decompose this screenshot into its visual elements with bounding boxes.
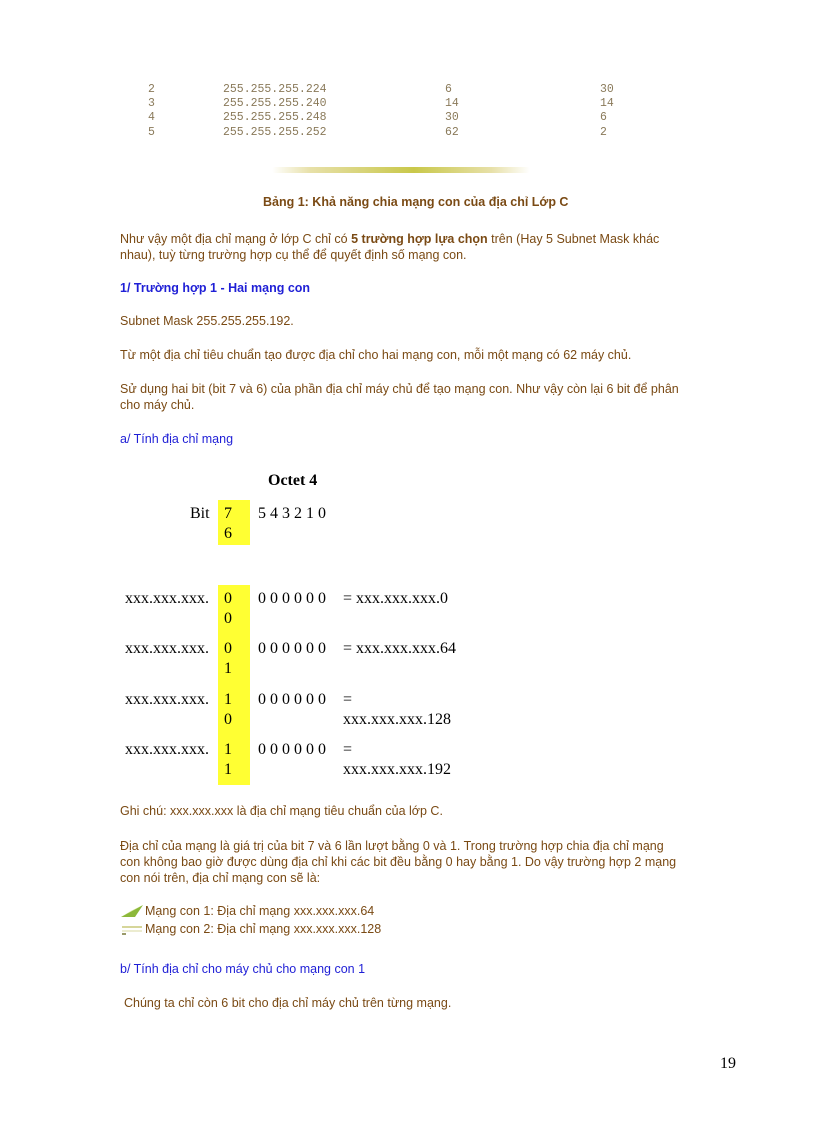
row-result: = xxx.xxx.xxx.64 (343, 640, 457, 657)
paragraph-bits (120, 381, 760, 413)
paragraph-six-bits: Chúng ta chỉ còn 6 bit cho địa chỉ máy chủ trên từng mạng. (124, 996, 452, 1010)
paragraph-bits-line2: cho máy chủ. (120, 398, 195, 412)
subheading-host-address: b/ Tính địa chỉ cho máy chủ cho mạng con 1 (120, 962, 366, 976)
paragraph-intro-pre: Như vậy một địa chỉ mạng ở lớp C chỉ có (120, 232, 352, 246)
row-result-value: xxx.xxx.xxx.192 (343, 761, 451, 778)
table-cell-n: 2 (148, 83, 155, 96)
bit-6: 6 (224, 525, 232, 542)
row-bits (224, 690, 244, 730)
row-prefix: xxx.xxx.xxx. (125, 741, 209, 758)
table-cell-hosts: 2 (600, 126, 607, 139)
bit-6-value: 1 (224, 761, 232, 778)
table-cell-subnets: 14 (445, 97, 459, 110)
paragraph-network-address-line1: Địa chỉ của mạng là giá trị của bit 7 và 6 lần lượt bằng 0 và 1. Trong trường hợp chia địa chỉ mạng (120, 839, 664, 853)
paragraph-network-address-line2: con không bao giờ được dùng địa chỉ khi các bit đều bằng 0 hay bằng 1. Do vậy trường hợp 2 mạng (120, 855, 677, 869)
bit-7-value: 1 (224, 691, 232, 708)
table-cell-mask: 255.255.255.252 (223, 126, 327, 139)
row-prefix: xxx.xxx.xxx. (125, 640, 209, 657)
table-cell-hosts: 30 (600, 83, 614, 96)
row-bits (224, 589, 244, 629)
row-rest: 0 0 0 0 0 0 (258, 640, 326, 657)
row-rest: 0 0 0 0 0 0 (258, 741, 326, 758)
paragraph-intro-bold: 5 trường hợp lựa chọn (351, 232, 488, 246)
bit-7: 7 (224, 505, 232, 522)
row-result (343, 690, 451, 730)
table-cell-mask: 255.255.255.240 (223, 97, 327, 110)
bit-6-value: 1 (224, 660, 232, 677)
table-cell-hosts: 6 (600, 111, 607, 124)
row-bits (224, 639, 244, 679)
row-result-eq: = (343, 691, 353, 708)
bullet-subnet-2: Mạng con 2: Địa chỉ mạng xxx.xxx.xxx.128 (145, 922, 382, 936)
table-cell-subnets: 30 (445, 111, 459, 124)
table-cell-n: 5 (148, 126, 155, 139)
page-number: 19 (720, 1055, 736, 1072)
octet-title: Octet 4 (268, 472, 318, 489)
row-result-value: xxx.xxx.xxx.128 (343, 711, 451, 728)
table-cell-mask: 255.255.255.224 (223, 83, 327, 96)
row-prefix: xxx.xxx.xxx. (125, 590, 209, 607)
row-result-eq: = (343, 741, 353, 758)
paragraph-network-address (120, 838, 770, 886)
row-bits (224, 740, 244, 780)
decorative-divider (272, 167, 530, 173)
paragraph-bits-line1: Sử dụng hai bit (bit 7 và 6) của phần địa chỉ máy chủ để tạo mạng con. Như vậy còn lại 6 bit để phân (120, 382, 679, 396)
row-rest: 0 0 0 0 0 0 (258, 590, 326, 607)
line-bullet-icon (121, 924, 143, 936)
paragraph-intro-post: trên (Hay 5 Subnet Mask khác (487, 232, 660, 246)
table-cell-subnets: 62 (445, 126, 459, 139)
bit-header (224, 504, 244, 544)
bullet-subnet-1: Mạng con 1: Địa chỉ mạng xxx.xxx.xxx.64 (145, 904, 375, 918)
bit-7-value: 0 (224, 590, 232, 607)
subnet-mask-line: Subnet Mask 255.255.255.192. (120, 314, 294, 328)
paragraph-two-subnets: Từ một địa chỉ tiêu chuẩn tạo được địa chỉ cho hai mạng con, mỗi một mạng có 62 máy chủ. (120, 348, 632, 362)
table-cell-mask: 255.255.255.248 (223, 111, 327, 124)
row-prefix: xxx.xxx.xxx. (125, 691, 209, 708)
section-heading-case1: 1/ Trường hợp 1 - Hai mạng con (120, 281, 311, 295)
leaf-bullet-icon (121, 905, 143, 917)
bit-rest: 5 4 3 2 1 0 (258, 505, 326, 522)
table-cell-hosts: 14 (600, 97, 614, 110)
bit-6-value: 0 (224, 610, 232, 627)
paragraph-intro (120, 231, 760, 263)
row-result: = xxx.xxx.xxx.0 (343, 590, 449, 607)
note-paragraph: Ghi chú: xxx.xxx.xxx là địa chỉ mạng tiêu chuẩn của lớp C. (120, 804, 443, 818)
row-result (343, 740, 451, 780)
bit-6-value: 0 (224, 711, 232, 728)
table-caption: Bảng 1: Khả năng chia mạng con của địa chỉ Lớp C (263, 195, 569, 209)
bit-label: Bit (190, 505, 210, 522)
table-cell-subnets: 6 (445, 83, 452, 96)
bit-7-value: 0 (224, 640, 232, 657)
paragraph-network-address-line3: con nói trên, địa chỉ mạng con sẽ là: (120, 871, 321, 885)
table-cell-n: 4 (148, 111, 155, 124)
subheading-network-address: a/ Tính địa chỉ mạng (120, 432, 234, 446)
table-cell-n: 3 (148, 97, 155, 110)
row-rest: 0 0 0 0 0 0 (258, 691, 326, 708)
bit-7-value: 1 (224, 741, 232, 758)
paragraph-intro-line2: nhau), tuỳ từng trường hợp cụ thể để quyết định số mạng con. (120, 248, 467, 262)
